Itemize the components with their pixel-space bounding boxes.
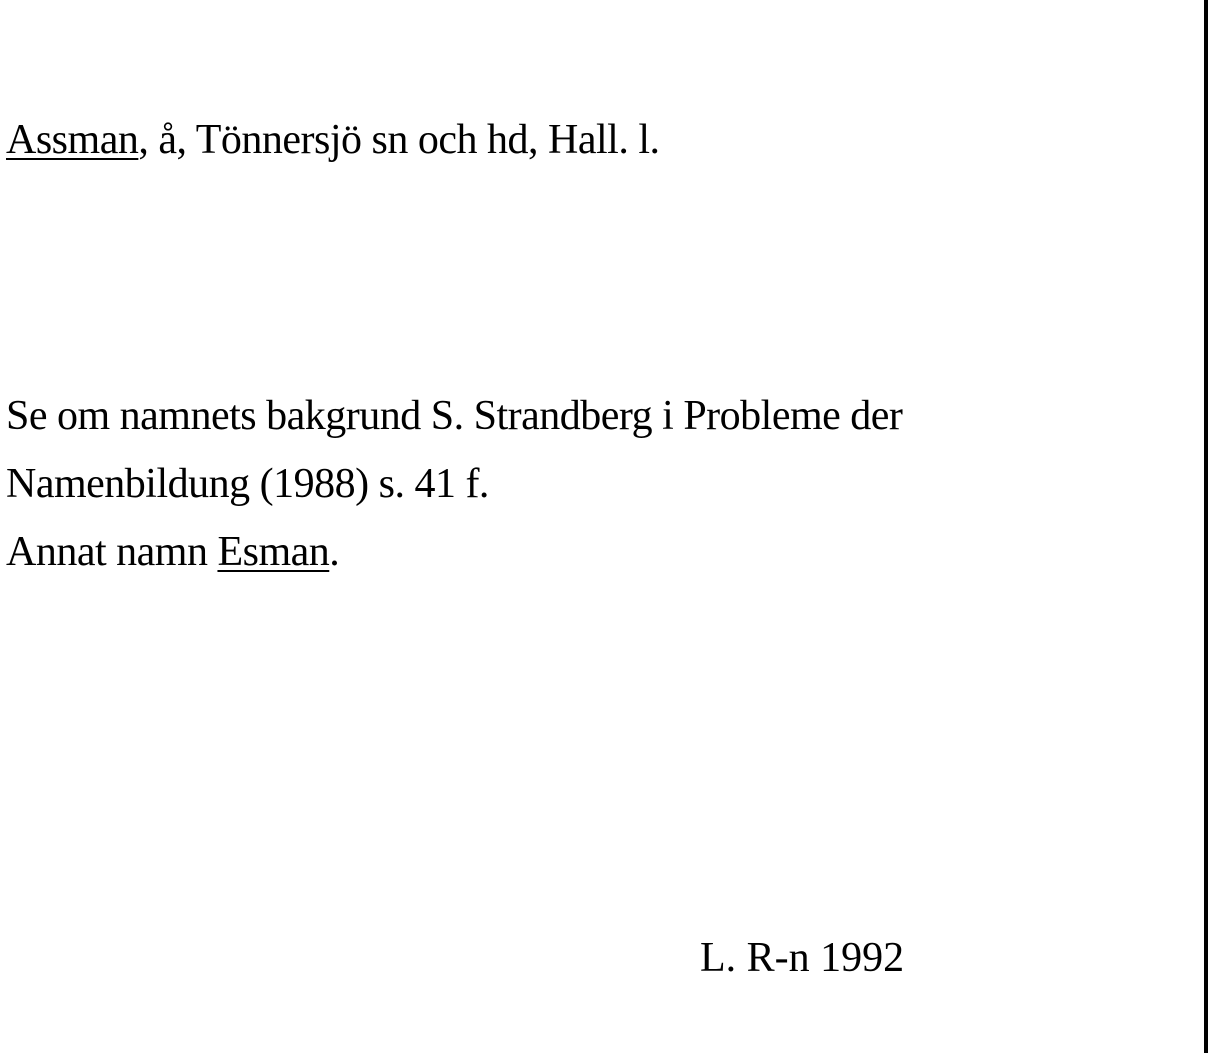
body-line-3 bbox=[6, 528, 339, 576]
card-edge-line bbox=[1204, 0, 1208, 1053]
heading-line bbox=[6, 116, 660, 164]
signature: L. R-n 1992 bbox=[700, 935, 905, 981]
body-line-1: Se om namnets bakgrund S. Strandberg i Probleme der bbox=[6, 393, 903, 439]
other-name-prefix: Annat namn bbox=[6, 529, 218, 575]
other-name: Esman bbox=[217, 529, 330, 575]
heading-details: , å, Tönnersjö sn och hd, Hall. l. bbox=[138, 117, 660, 163]
body-line-2: Namenbildung (1988) s. 41 f. bbox=[6, 461, 489, 507]
headword: Assman bbox=[6, 117, 139, 163]
other-name-suffix: . bbox=[329, 529, 340, 575]
